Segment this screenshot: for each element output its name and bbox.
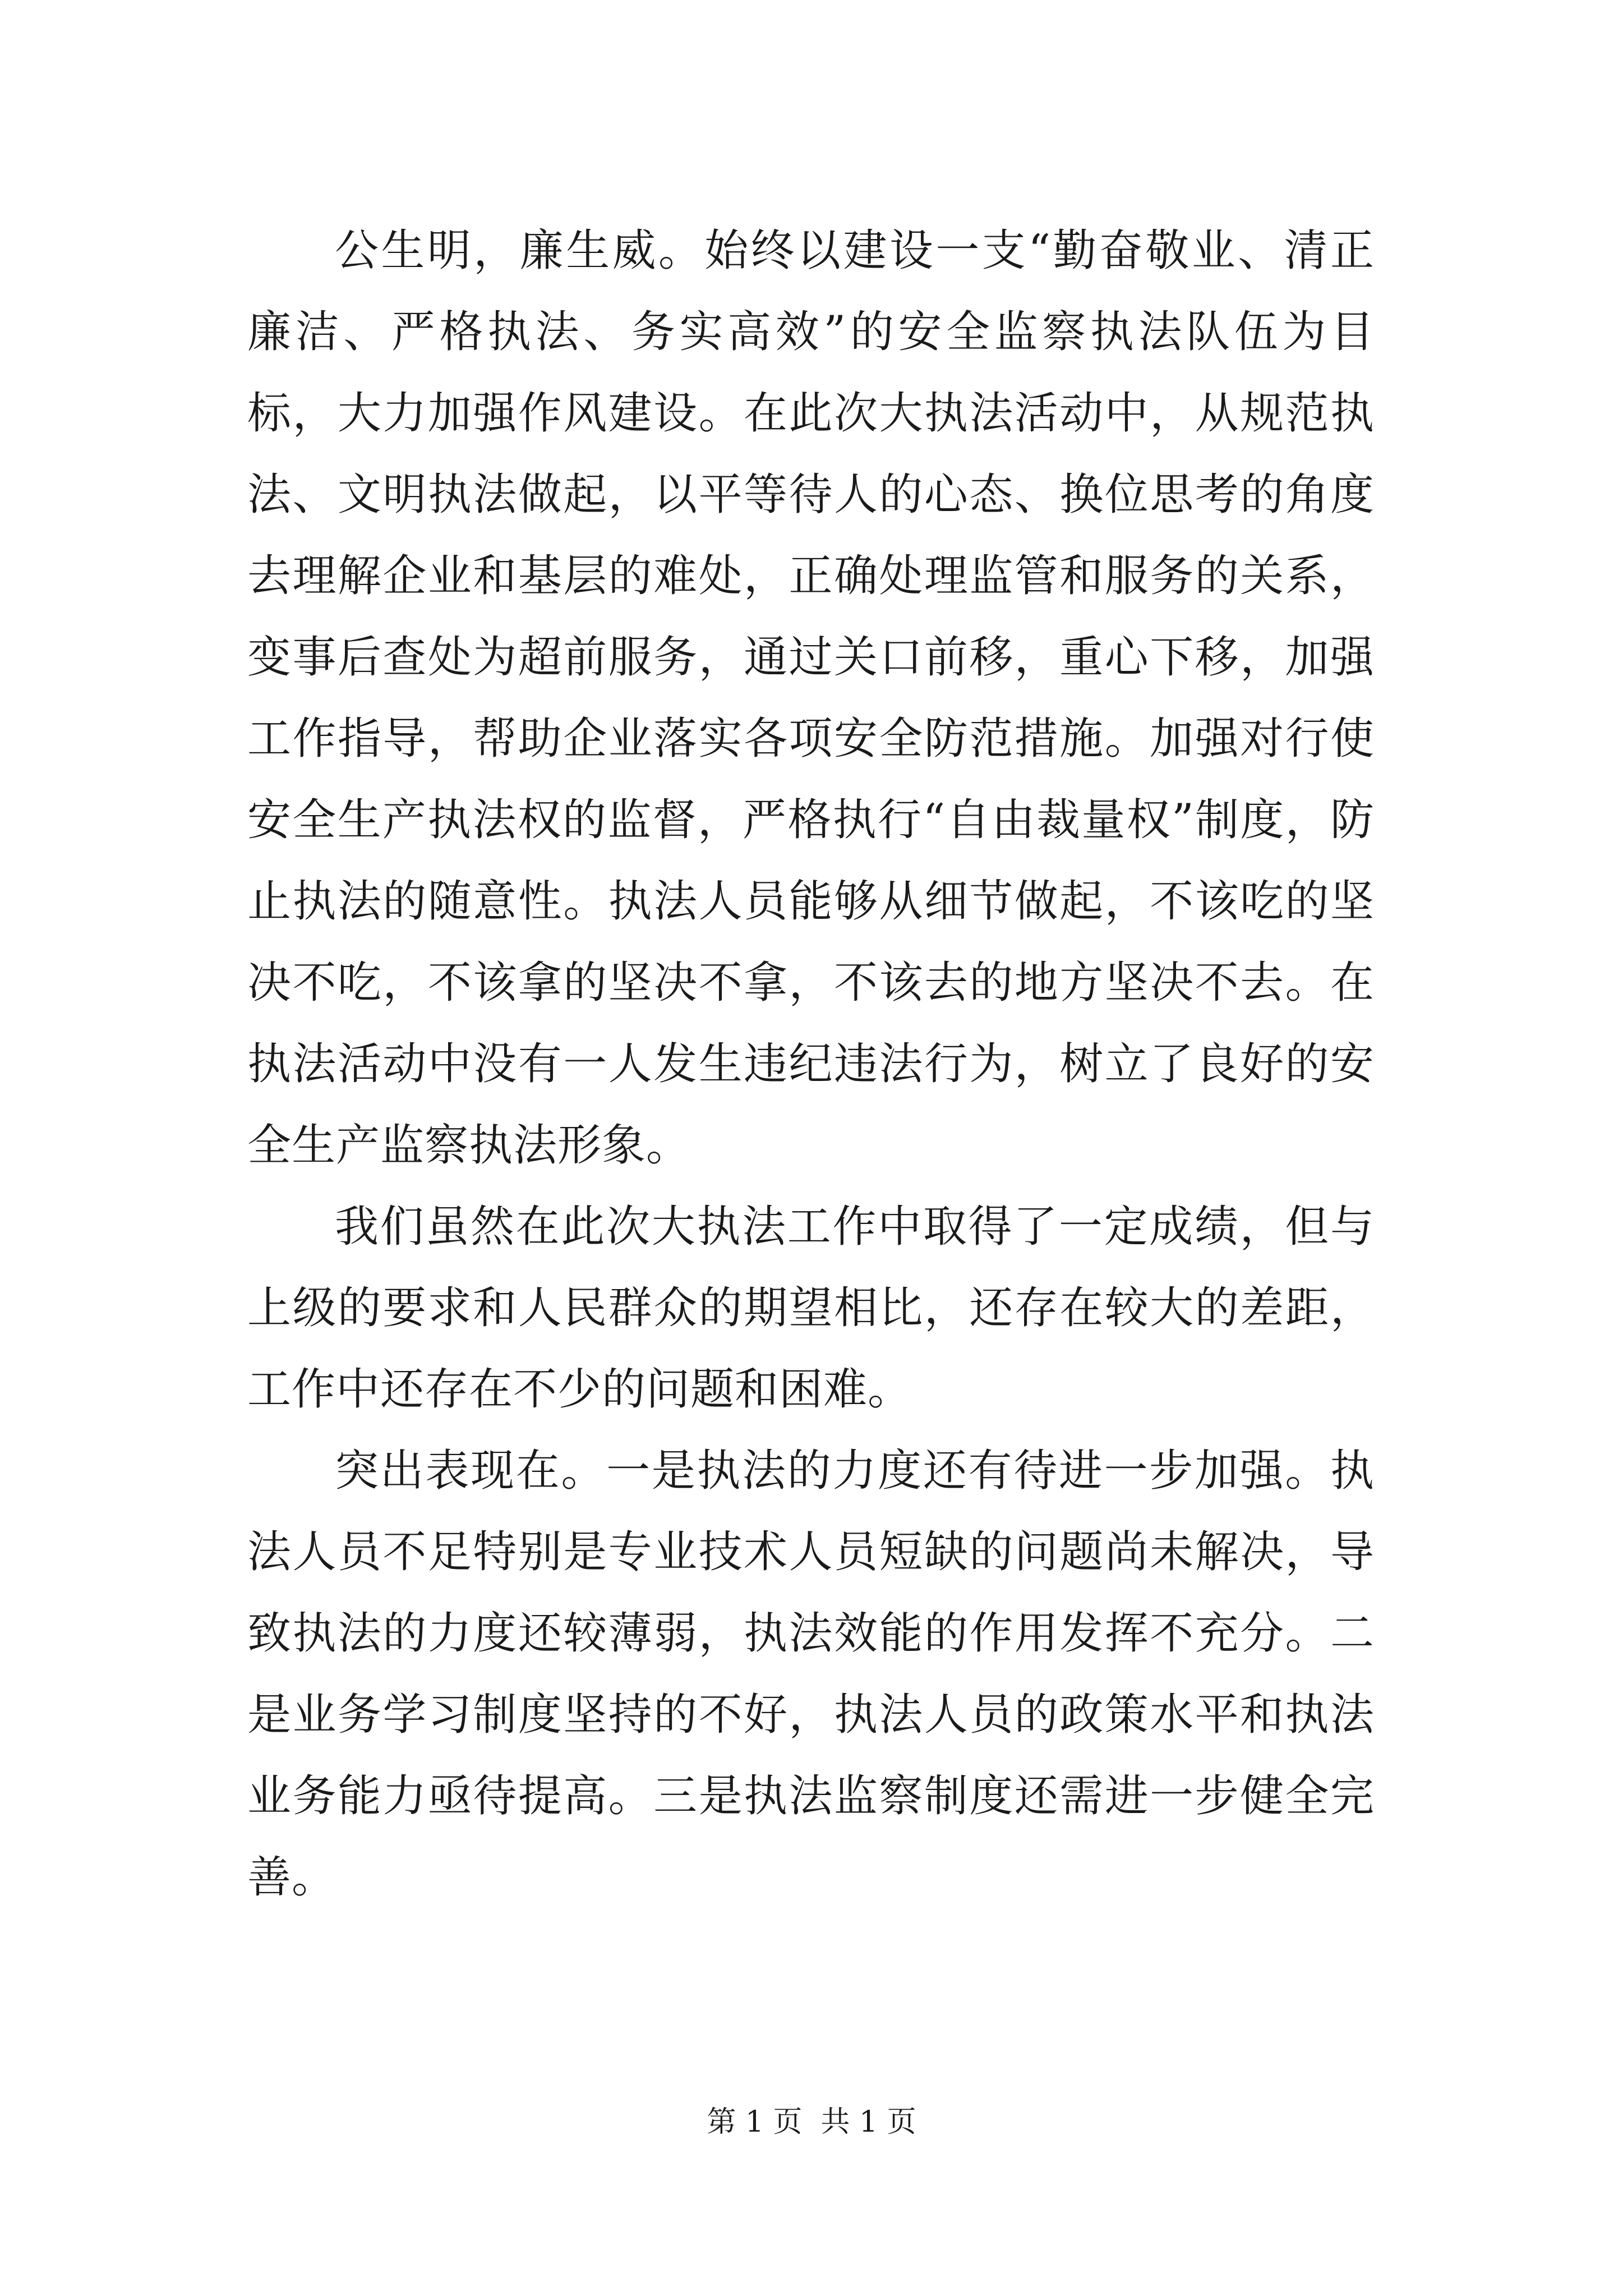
page-number-footer: 第 1 页 共 1 页 — [707, 2105, 916, 2139]
paragraph-problems: 突出表现在。一是执法的力度还有待进一步加强。执法人员不足特别是专业技术人员短缺的问题尚未解决，导致执法的力度还较薄弱，执法效能的作用发挥不充分。二是业务学习制度坚持的不好，执法人员的政策水平和执法业务能力亟待提高。三是执法监察制度还需进一步健全完善。 — [247, 1446, 1375, 1903]
paragraph-shortcomings: 我们虽然在此次大执法工作中取得了一定成绩，但与上级的要求和人民群众的期望相比，还存在较大的差距，工作中还存在不少的问题和困难。 — [247, 1202, 1375, 1415]
paragraph-integrity: 公生明，廉生威。始终以建设一支“勤奋敬业、清正廉洁、严格执法、务实高效”的安全监察执法队伍为目标，大力加强作风建设。在此次大执法活动中，从规范执法、文明执法做起，以平等待人的心态、换位思考的角度去理解企业和基层的难处，正确处理监管和服务的关系，变事后查处为超前服务，通过关口前移，重心下移，加强工作指导，帮助企业落实各项安全防范措施。加强对行使安全生产执法权的监督，严格执行“自由裁量权”制度，防止执法的随意性。执法人员能够从细节做起，不该吃的坚决不吃，不该拿的坚决不拿，不该去的地方坚决不去。在执法活动中没有一人发生违纪违法行为，树立了良好的安全生产监察执法形象。 — [247, 226, 1375, 1171]
document-body — [247, 210, 1375, 1918]
